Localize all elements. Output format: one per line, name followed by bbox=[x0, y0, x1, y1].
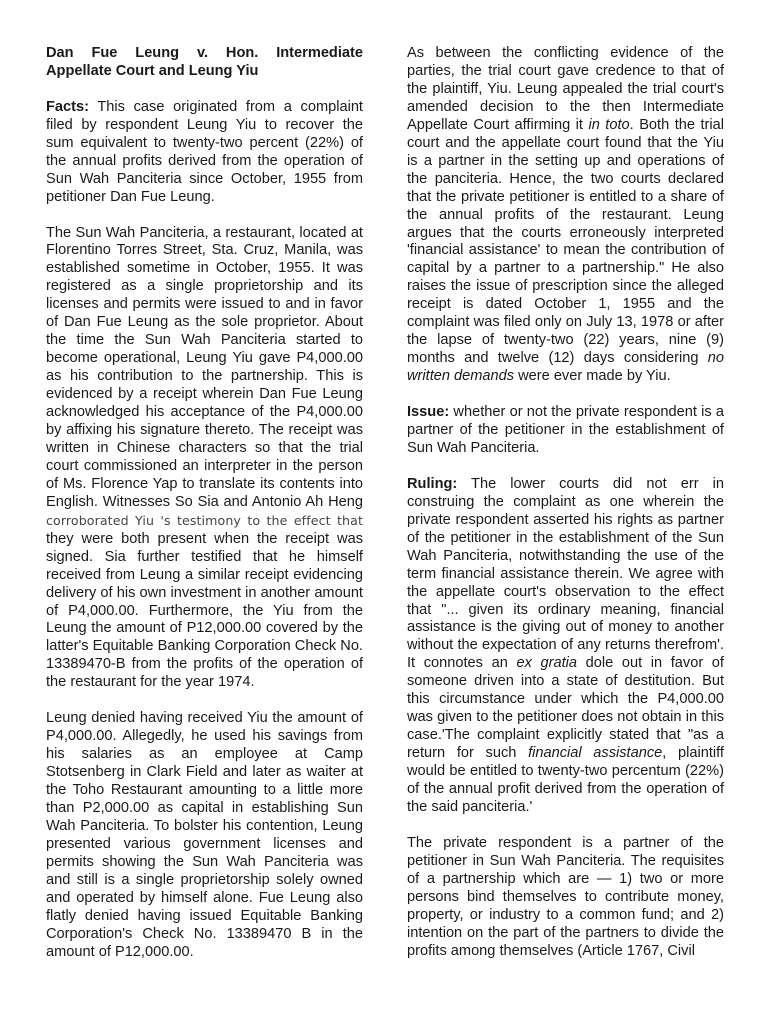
left-column bbox=[46, 45, 363, 980]
no-written-demands-italic: no written demands bbox=[407, 350, 724, 385]
appeal-text-2: . Both the trial court and the appellate court found that the Yiu is a partner in the setting up and operations of the panciteria. Hence, the two courts declared that the private petitioner is entitled to a share of the annual profits of the restaurant. Leung argues that the courts erroneously interpreted 'financial assistance' to mean the contribution of capital by a partner to a partnership." He also raises the issue of prescription since the alleged receipt is dated October 1, 1955 and the complaint was filed only on July 13, 1978 or after the lapse of twenty-two (22) years, nine (9) months and twelve (12) days considering bbox=[407, 116, 724, 367]
appeal-paragraph bbox=[407, 45, 724, 386]
ruling-paragraph bbox=[407, 476, 724, 817]
corroboration-text: corroborated Yiu 's testimony to the effect that bbox=[46, 512, 363, 528]
in-toto-italic: in toto bbox=[588, 116, 630, 133]
denial-paragraph: Leung denied having received Yiu the amount of P4,000.00. Allegedly, he used his savings from his salaries as an employee at Camp Stotsenberg in Clark Field and later as waiter at the Toho Restaurant amounting to a little more than P2,000.00 as capital in establishing Sun Wah Panciteria. To bolster his contention, Leung presented various government licenses and permits showing the Sun Wah Panciteria was and still is a single proprietorship solely owned and operated by himself alone. Fue Leung also flatly denied having issued Equitable Banking Corporation's Check No. 13389470 B in the amount of P12,000.00. bbox=[46, 710, 363, 960]
appeal-text-1: As between the conflicting evidence of the parties, the trial court gave credence to that of the plaintiff, Yiu. Leung appealed the trial court's amended decision to the then Intermediate Appellate Court affirming it bbox=[407, 45, 724, 133]
ruling-text-2: dole out in favor of someone driven into a state of destitution. But this circumstance under which the P4,000.00 was given to the petitioner does not obtain in this case.'The complaint explicitly stated that "as a return for such bbox=[407, 655, 724, 762]
partnership-paragraph: The private respondent is a partner of the petitioner in Sun Wah Panciteria. The requisites of a partnership which are — 1) two or more persons bind themselves to contribute money, property, or industry to a common fund; and 2) intention on the part of the partners to divide the profits among themselves (Article 1767, Civil bbox=[407, 834, 724, 959]
issue-label: Issue: bbox=[407, 404, 450, 421]
ruling-label: Ruling: bbox=[407, 475, 458, 492]
issue-paragraph bbox=[407, 404, 724, 458]
ex-gratia-italic: ex gratia bbox=[516, 655, 577, 672]
ruling-text-1: The lower courts did not err in construing the complaint as one wherein the private respondent asserted his rights as partner of the petitioner in the establishment of the Sun Wah Panciteria, notwithstanding the use of the term financial assistance therein. We agree with the appellate court's observation to the effect that "... given its ordinary meaning, financial assistance is the giving out of money to another without the expectation of any returns therefrom'. It connotes an bbox=[407, 475, 724, 672]
ruling-text-3: , plaintiff would be entitled to twenty-two percentum (22%) of the annual profit derived from the operation of the said panciteria.' bbox=[407, 745, 724, 815]
restaurant-text-2: they were both present when the receipt was signed. Sia further testified that he himself received from Leung a similar receipt evidencing delivery of his own investment in another amount of P4,000.00. Furthermore, the Yiu from the Leung the amount of P12,000.00 covered by the latter's Equitable Banking Corporation Check No. 13389470-B from the profits of the operation of the restaurant for the year 1974. bbox=[46, 530, 363, 691]
right-column bbox=[407, 45, 724, 979]
issue-text: whether or not the private respondent is a partner of the petitioner in the establishment of Sun Wah Panciteria. bbox=[407, 404, 724, 456]
financial-assistance-italic: financial assistance bbox=[528, 745, 663, 762]
restaurant-text-1: The Sun Wah Panciteria, a restaurant, located at Florentino Torres Street, Sta. Cruz, Manila, was established sometime in October, 1955. It was registered as a single proprietorship and its licenses and permits were issued to and in favor of Dan Fue Leung as the sole proprietor. About the time the Sun Wah Panciteria started to become operational, Leung Yiu gave P4,000.00 as his contribution to the partnership. This is evidenced by a receipt wherein Dan Fue Leung acknowledged his acceptance of the P4,000.00 by affixing his signature thereto. The receipt was written in Chinese characters so that the trial court commissioned an interpreter in the person of Ms. Florence Yap to translate its contents into English. Witnesses So Sia and Antonio Ah Heng bbox=[46, 224, 363, 510]
appeal-text-3: were ever made by Yiu. bbox=[514, 368, 671, 385]
facts-label: Facts: bbox=[46, 98, 89, 115]
facts-text: This case originated from a complaint filed by respondent Leung Yiu to recover the sum equivalent to twenty-two percent (22%) of the annual profits derived from the operation of Sun Wah Panciteria since October, 1955 from petitioner Dan Fue Leung. bbox=[46, 98, 363, 205]
case-title: Dan Fue Leung v. Hon. Intermediate Appellate Court and Leung Yiu bbox=[46, 45, 363, 79]
facts-paragraph bbox=[46, 99, 363, 207]
restaurant-paragraph bbox=[46, 225, 363, 693]
